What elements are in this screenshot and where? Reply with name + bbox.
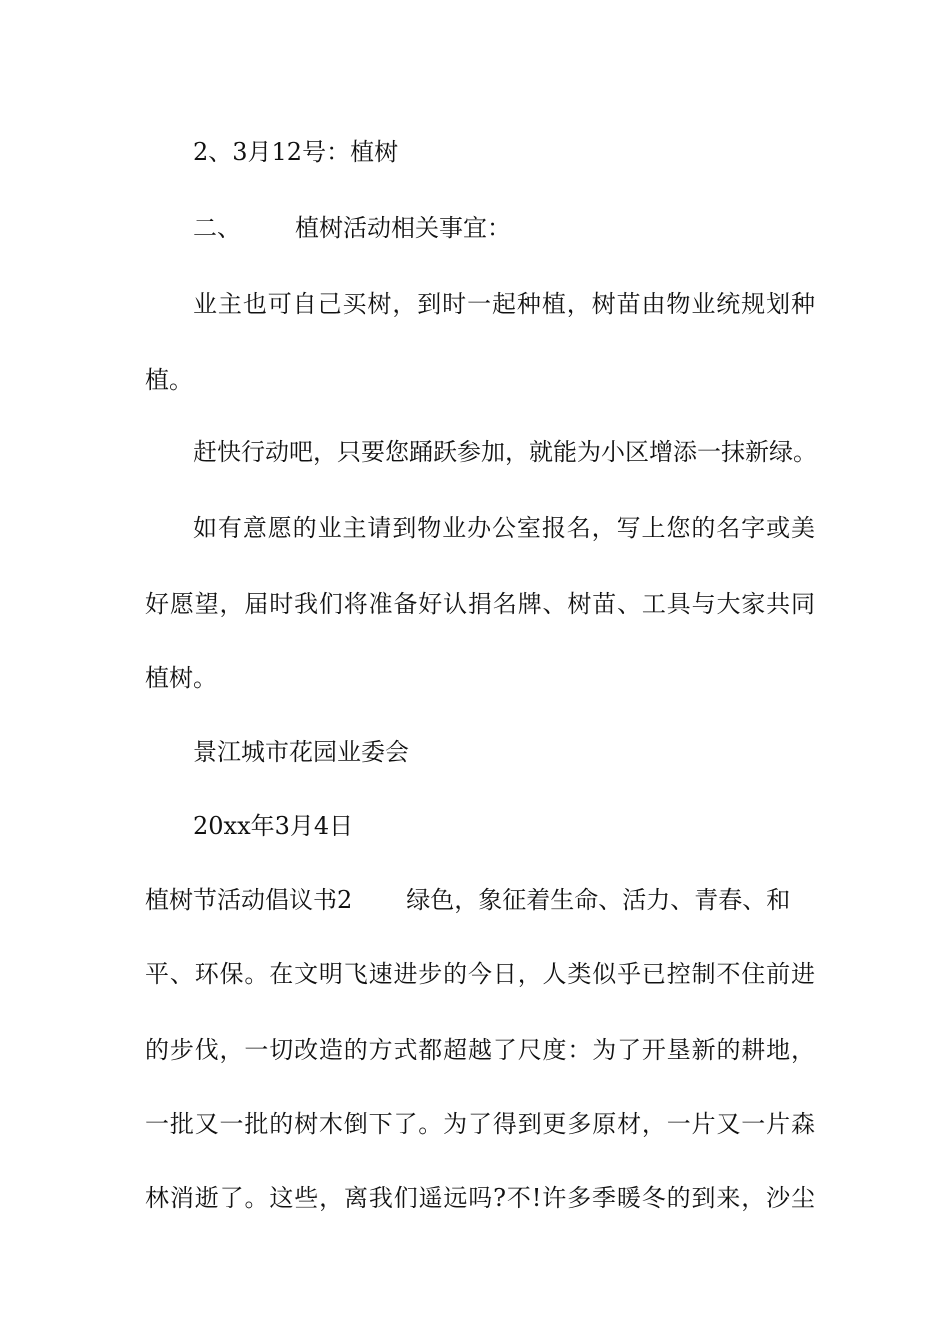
paragraph-line xyxy=(193,288,815,320)
line-text: 林消逝了。这些，离我们遥远吗?不!许多季暖冬的到来，沙尘 xyxy=(145,1184,815,1212)
paragraph-line xyxy=(193,436,815,468)
section-number: 二、 xyxy=(193,214,241,242)
line-text: 20xx年3月4日 xyxy=(193,812,354,840)
line-text: 如有意愿的业主请到物业办公室报名，写上您的名字或美 xyxy=(193,514,815,542)
line-text: 一批又一批的树木倒下了。为了得到更多原材，一片又一片森 xyxy=(145,1110,815,1138)
line-text: 绿色，象征着生命、活力、青春、和 xyxy=(406,886,791,914)
article-title-line xyxy=(145,884,815,916)
paragraph-line xyxy=(193,136,815,168)
line-text: 赶快行动吧，只要您踊跃参加，就能为小区增添一抹新绿。 xyxy=(193,438,817,466)
paragraph-line xyxy=(145,364,815,396)
line-text: 景江城市花园业委会 xyxy=(193,738,409,766)
signature-org xyxy=(193,736,815,768)
line-text: 2、3月12号：植树 xyxy=(193,138,399,166)
signature-date xyxy=(193,810,815,842)
line-text: 植树。 xyxy=(145,664,217,692)
paragraph-line xyxy=(193,512,815,544)
article-title: 植树节活动倡议书2 xyxy=(145,886,353,914)
section-title: 植树活动相关事宜： xyxy=(295,214,511,242)
line-text: 好愿望，届时我们将准备好认捐名牌、树苗、工具与大家共同 xyxy=(145,590,815,618)
paragraph-line xyxy=(145,1182,815,1214)
line-text: 的步伐，一切改造的方式都超越了尺度：为了开垦新的耕地， xyxy=(145,1036,815,1064)
paragraph-line xyxy=(145,588,815,620)
paragraph-line xyxy=(145,1108,815,1140)
line-text: 业主也可自己买树，到时一起种植，树苗由物业统规划种 xyxy=(193,290,815,318)
line-text: 植。 xyxy=(145,366,193,394)
section-heading xyxy=(193,212,815,244)
line-text: 平、环保。在文明飞速进步的今日，人类似乎已控制不住前进 xyxy=(145,960,815,988)
paragraph-line xyxy=(145,662,815,694)
paragraph-line xyxy=(145,1034,815,1066)
paragraph-line xyxy=(145,958,815,990)
